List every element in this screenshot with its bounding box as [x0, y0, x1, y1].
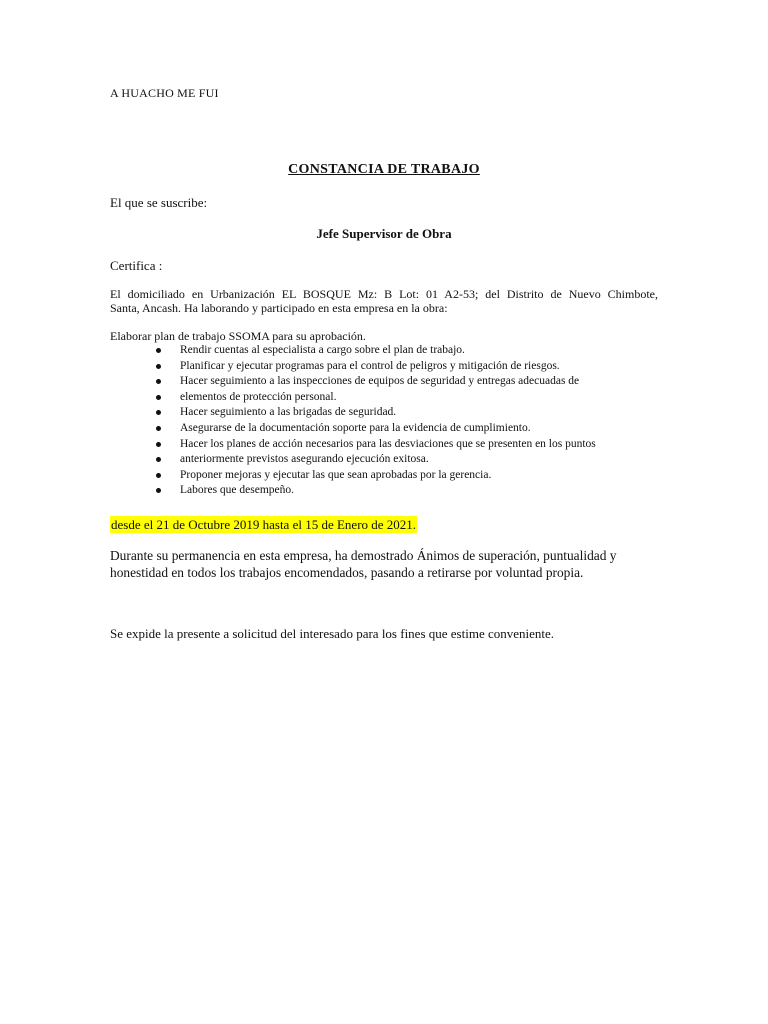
bullet-icon [156, 442, 161, 447]
closing-statement: Se expide la presente a solicitud del interesado para los fines que estime conveniente. [110, 626, 555, 641]
task-text: Labores que desempeño. [180, 484, 295, 497]
bullet-icon [156, 457, 161, 462]
task-item [155, 421, 596, 437]
performance-line-1: Durante su permanencia en esta empresa, ha demostrado Ánimos de superación, puntualidad y [110, 548, 617, 563]
task-item [155, 483, 596, 499]
task-text: Hacer seguimiento a las inspecciones de equipos de seguridad y entregas adecuadas de [180, 375, 580, 388]
intro-line-2: Santa, Ancash. Ha laborando y participado en esta empresa en la obra: [110, 301, 448, 315]
performance-line-2: honestidad en todos los trabajos encomendados, pasando a retirarse por voluntad propia. [110, 565, 584, 580]
task-text: Asegurarse de la documentación soporte para la evidencia de cumplimiento. [180, 421, 531, 434]
bullet-icon [156, 426, 161, 431]
subscriber-role: Jefe Supervisor de Obra [316, 226, 452, 241]
task-item [155, 343, 596, 359]
performance-paragraph [110, 547, 670, 581]
document-title: CONSTANCIA DE TRABAJO [288, 162, 480, 177]
bullet-icon [156, 488, 161, 493]
task-text: Proponer mejoras y ejecutar las que sean aprobadas por la gerencia. [180, 468, 492, 481]
certifica-label: Certifica : [110, 258, 163, 273]
bullet-icon [156, 348, 161, 353]
task-text: Rendir cuentas al especialista a cargo sobre el plan de trabajo. [180, 344, 465, 356]
task-item [155, 468, 596, 484]
bullet-icon [156, 364, 161, 369]
bullet-icon [156, 410, 161, 415]
bullet-icon [156, 473, 161, 478]
intro-paragraph [110, 287, 658, 315]
tasks-lead: Elaborar plan de trabajo SSOMA para su aprobación. [110, 329, 366, 343]
task-text: Hacer seguimiento a las brigadas de seguridad. [180, 406, 397, 419]
task-item [155, 359, 596, 375]
task-item [155, 437, 596, 453]
bullet-icon [156, 395, 161, 400]
task-text: Planificar y ejecutar programas para el control de peligros y mitigación de riesgos. [180, 359, 560, 372]
employment-period: desde el 21 de Octubre 2019 hasta el 15 de Enero de 2021. [111, 517, 417, 532]
header-note: A HUACHO ME FUI [110, 86, 219, 100]
task-item [155, 452, 596, 468]
task-text: anteriormente previstos asegurando ejecución exitosa. [180, 453, 429, 466]
task-item [155, 390, 596, 406]
task-item [155, 374, 596, 390]
task-list [155, 343, 596, 499]
task-text: elementos de protección personal. [180, 390, 337, 403]
subscriber-label: El que se suscribe: [110, 195, 208, 210]
task-item [155, 405, 596, 421]
task-text: Hacer los planes de acción necesarios para las desviaciones que se presenten en los puntos [180, 437, 596, 450]
bullet-icon [156, 379, 161, 384]
intro-line-1: El domiciliado en Urbanización EL BOSQUE Mz: B Lot: 01 A2-53; del Distrito de Nuevo Chimbote, [110, 287, 658, 301]
